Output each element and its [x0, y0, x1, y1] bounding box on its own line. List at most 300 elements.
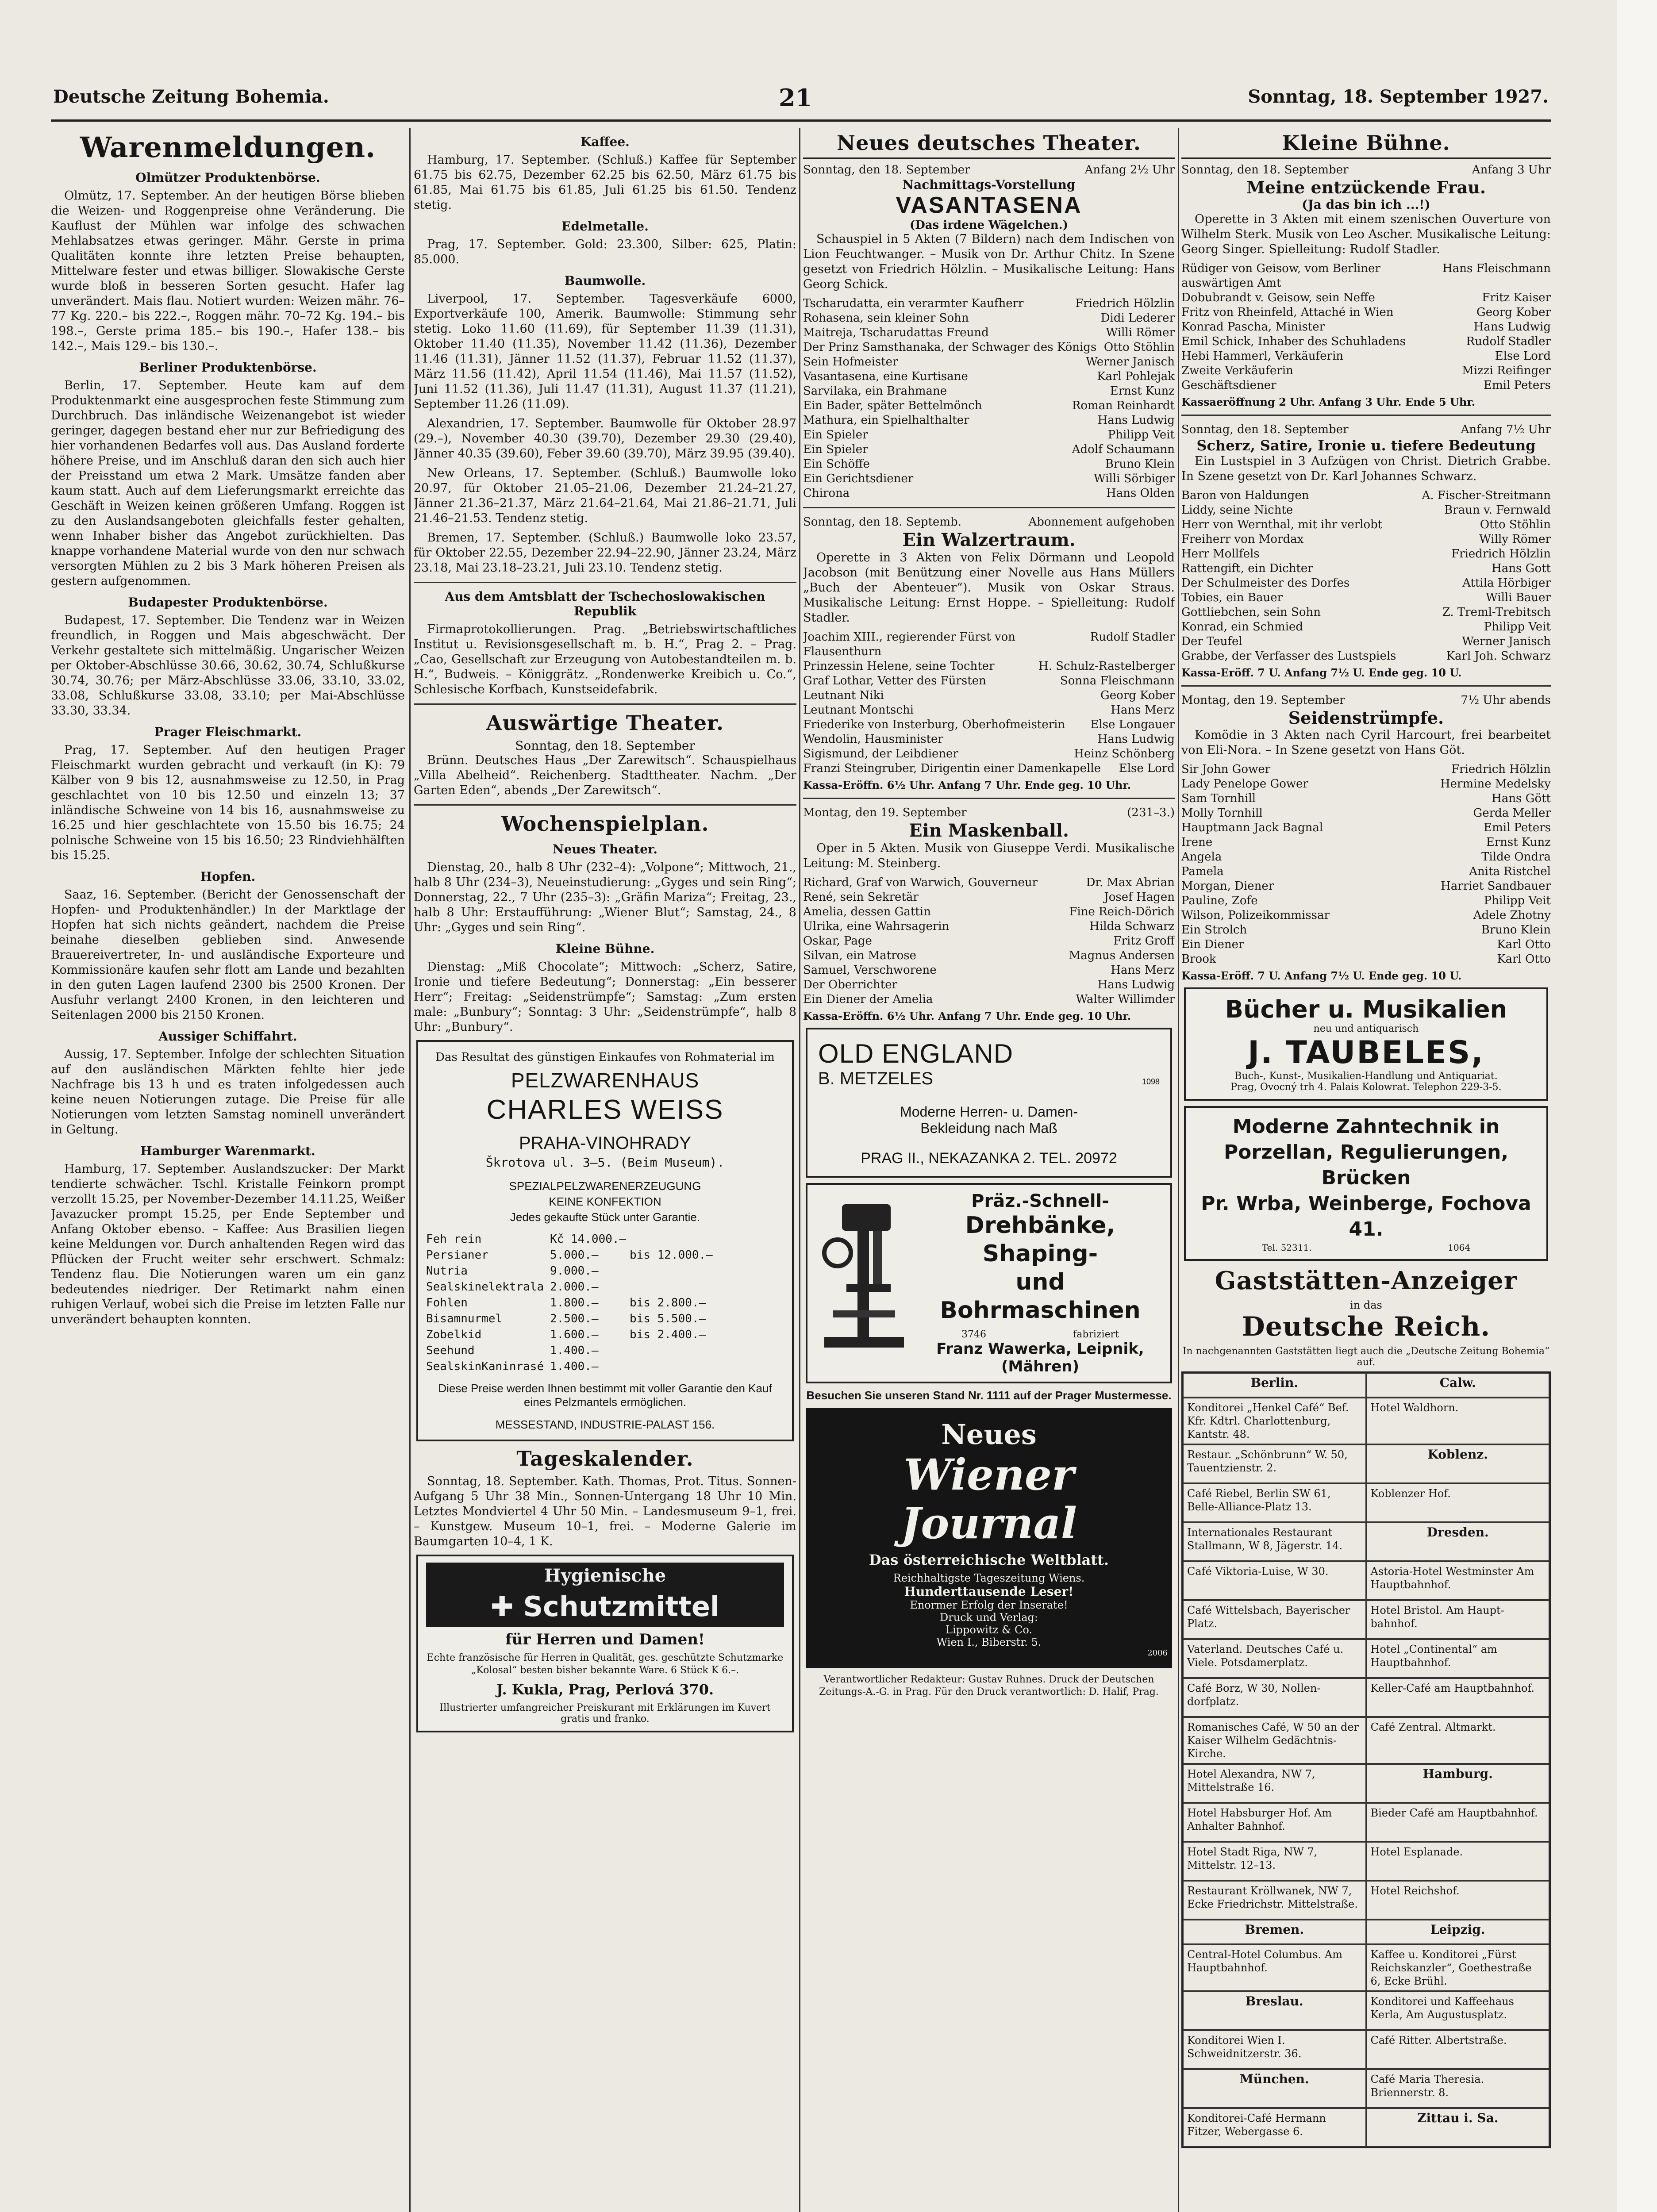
cast-row: [1181, 305, 1551, 320]
ad-line: Moderne Herren- u. Damen-: [900, 1104, 1078, 1120]
cast-role: Maitreja, Tscharudattas Freund: [803, 326, 989, 339]
fur-type: Zobelkid: [426, 1328, 482, 1341]
venue-entry: Hotel Stadt Riga, NW 7, Mittelstr. 12–13.: [1183, 1842, 1366, 1881]
divider: [803, 798, 1175, 799]
fur-price: bis 2.800.–: [630, 1296, 706, 1310]
venue-entry: Astoria-Hotel Westminster Am Hauptbahnhof.: [1366, 1561, 1550, 1600]
venue-entry: Café Viktoria-Luise, W 30.: [1183, 1561, 1366, 1600]
cast-actor: Friedrich Hölzlin: [1075, 297, 1175, 310]
cast-role: Hauptmann Jack Bagnal: [1181, 821, 1323, 834]
cast-actor: Ernst Kunz: [1110, 384, 1175, 398]
ad-phone: Tel. 52311.: [1261, 1242, 1312, 1253]
cast-actor: Hans Merz: [1111, 703, 1175, 717]
cast-row: [1181, 334, 1551, 349]
cast-row: [803, 369, 1175, 384]
cast-actor: Philipp Veit: [1484, 894, 1551, 907]
fur-price: Kč 14.000.–: [550, 1233, 627, 1246]
ad-line: Enormer Erfolg der Inserate!: [910, 1599, 1068, 1611]
perf-footer: Kassaeröffnung 2 Uhr. Anfang 3 Uhr. Ende 5 Uhr.: [1181, 396, 1476, 408]
cast-actor: Attila Hörbiger: [1462, 576, 1551, 590]
cast-row: [1181, 291, 1551, 305]
cast-actor: Hans Ludwig: [1097, 978, 1175, 991]
fur-price: 2.500.–: [550, 1312, 599, 1325]
cast-role: Der Schulmeister des Dorfes: [1181, 576, 1350, 590]
cast-role: Gottliebchen, sein Sohn: [1181, 606, 1321, 619]
ad-line: Reichhaltigste Tageszeitung Wiens.: [893, 1572, 1085, 1584]
cast-row: [803, 674, 1175, 688]
cast-row: [803, 761, 1175, 776]
ad-address: PRAG II., NEKAZANKA 2. TEL. 20972: [861, 1150, 1117, 1167]
play-description: Ein Lustspiel in 3 Aufzügen von Christ. Dietrich Grabbe. In Szene gesetzt von Dr. Karl Johannes Schwarz.: [1181, 454, 1551, 483]
page-number: 21: [779, 84, 812, 112]
venue-entry: Café Wittelsbach, Bayerischer Platz.: [1183, 1600, 1366, 1639]
cast-row: [1181, 634, 1551, 649]
cast-role: Graf Lothar, Vetter des Fürsten: [803, 674, 986, 687]
cast-role: Richard, Graf von Warwich, Gouverneur: [803, 876, 1038, 889]
cast-role: Ein Bader, später Bettelmönch: [803, 399, 982, 412]
cast-row: [1181, 777, 1551, 791]
ad-drill-footer: Besuchen Sie unseren Stand Nr. 1111 auf der Prager Mustermesse.: [806, 1389, 1172, 1402]
perf-footer: Kassa-Eröff. 7 U. Anfang 7½ U. Ende geg. 10 U.: [1181, 969, 1462, 982]
ad-line: Bekleidung nach Maß: [920, 1120, 1057, 1136]
cast-actor: Hans Gött: [1492, 792, 1551, 805]
cast-row: [1181, 261, 1551, 291]
venue-entry: Konditorei und Kaffeehaus Kerla, Am Augustusplatz.: [1366, 1991, 1550, 2030]
city-heading: Koblenz.: [1366, 1444, 1550, 1483]
price-row: [426, 1343, 784, 1359]
cast-actor: Hilda Schwarz: [1089, 920, 1175, 933]
play-description: Oper in 5 Akten. Musik von Giuseppe Verdi. Musikalische Leitung: M. Steinberg.: [803, 841, 1175, 870]
cast-role: Hebi Hammerl, Verkäuferin: [1181, 349, 1344, 363]
play-title: VASANTASENA: [896, 192, 1082, 218]
cast-actor: Z. Treml-Trebitsch: [1442, 606, 1551, 619]
cast-actor: Otto Stöhlin: [1480, 518, 1551, 531]
cast-row: [1181, 591, 1551, 605]
cast-actor: Bruno Klein: [1481, 923, 1551, 937]
cast-role: Pauline, Zofe: [1181, 894, 1258, 907]
article-text: Dienstag: „Miß Chocolate“; Mittwoch: „Scherz, Satire, Ironie und tiefere Bedeutung“; Donnerstag: „Ein besserer Herr“; Freitag: „Seidenstrümpfe“; Samstag: „Zum ersten male: „Bunbury“; Sonntag: 3 Uhr: „Seidenstrümpfe“, halb 8 Uhr: „Bunbury“.: [414, 960, 796, 1034]
cast-row: [803, 340, 1175, 355]
cast-actor: Tilde Ondra: [1481, 850, 1551, 864]
cast-actor: Hans Fleischmann: [1442, 262, 1551, 275]
cast-row: [803, 688, 1175, 703]
article-text: Prag, 17. September. Auf den heutigen Prager Fleischmarkt wurden gebracht und verkauft (in K): 79 Kälber von 9 bis 12, ausnahmsweise zu 12.50, in Prag geschlachtet von 10 bis 12.50 und einzeln 13; 37 inländische Schweine von 14 bis 16, ausnahmsweise zu 16.25 und hier geschlachtete von 15.50 bis 16.75; 24 polnische Schweine von 15 bis 16.50; 23 Rindviehhälften bis 15.25.: [51, 743, 405, 862]
subsection-title: Edelmetalle.: [561, 219, 649, 234]
perf-date: Sonntag, den 18. September: [1181, 423, 1349, 436]
cast-row: [1181, 605, 1551, 620]
ad-firm: Franz Wawerka, Leipnik, (Mähren): [936, 1340, 1144, 1375]
ad-name: OLD ENGLAND: [818, 1039, 1014, 1068]
venue-entry: Konditorei Wien I. Schweidnitzerstr. 36.: [1183, 2030, 1366, 2069]
cast-row: [803, 718, 1175, 732]
cast-row: [1181, 561, 1551, 576]
ad-foot: Illustrierter umfangreicher Preiskurant mit Erklärungen im Kuvert gratis und franko.: [439, 1702, 771, 1724]
column-divider: [799, 128, 800, 2212]
play-title: Ein Walzertraum.: [902, 530, 1076, 550]
fur-price: [630, 1343, 784, 1359]
cast-role: Mathura, ein Spielhalthalter: [803, 414, 969, 427]
section-title-wochenspielplan: Wochenspielplan.: [501, 812, 709, 836]
cast-actor: Georg Kober: [1100, 689, 1175, 702]
subsection-title: Kaffee.: [581, 134, 630, 149]
subsection-title: Prager Fleischmarkt.: [154, 725, 302, 739]
cast-list: [1181, 488, 1551, 664]
cast-row: [1181, 762, 1551, 777]
cast-actor: Rudolf Stadler: [1090, 630, 1175, 644]
price-row: [426, 1247, 784, 1263]
cast-role: Oskar, Page: [803, 934, 872, 948]
cast-row: [1181, 835, 1551, 850]
cast-actor: Willi Bauer: [1486, 591, 1551, 604]
cast-role: Ein Strolch: [1181, 923, 1247, 937]
cast-row: [1181, 532, 1551, 547]
cast-row: [803, 963, 1175, 978]
section-main: Deutsche Reich.: [1242, 1311, 1491, 1342]
cast-actor: Bruno Klein: [1105, 457, 1175, 471]
fur-price: 1.600.–: [550, 1328, 599, 1341]
cast-actor: Walter Willimder: [1076, 993, 1175, 1006]
ad-line: Pr. Wrba, Weinberge, Fochova 41.: [1201, 1192, 1531, 1240]
cast-list: [1181, 261, 1551, 393]
cast-actor: Dr. Max Abrian: [1086, 876, 1175, 889]
cast-role: Morgan, Diener: [1181, 879, 1274, 893]
ad-line: Wien I., Biberstr. 5.: [936, 1636, 1042, 1648]
cast-actor: Roman Reinhardt: [1072, 399, 1175, 412]
cast-row: [1181, 378, 1551, 393]
perf-number: (231–3.): [1127, 806, 1175, 819]
fur-type: Feh rein: [426, 1233, 482, 1246]
ad-sub: für Herren und Damen!: [505, 1631, 705, 1648]
cast-list: [803, 630, 1175, 776]
perf-footer: Kassa-Eröffn. 6½ Uhr. Anfang 7 Uhr. Ende geg. 10 Uhr.: [803, 779, 1131, 791]
venue-entry: Café Maria Theresia. Briennerstr. 8.: [1366, 2069, 1550, 2108]
cast-role: Emil Schick, Inhaber des Schuhladens: [1181, 335, 1406, 348]
cast-role: Ein Diener der Amelia: [803, 993, 933, 1006]
cast-row: [803, 413, 1175, 428]
cast-row: [1181, 894, 1551, 908]
section-sub: in das: [1350, 1299, 1382, 1311]
cast-actor: Fritz Groff: [1113, 934, 1175, 948]
cast-row: [803, 934, 1175, 949]
perf-footer: Kassa-Eröff. 7 U. Anfang 7½ U. Ende geg. 10 U.: [1181, 666, 1462, 679]
divider: [1181, 415, 1551, 416]
subsection-title: Hopfen.: [200, 869, 256, 884]
cast-row: [1181, 320, 1551, 334]
article-text: Alexandrien, 17. September. Baumwolle für Oktober 28.97 (29.–), November 40.30 (39.70), Dezember 29.30 (29.40), Jänner 40.35 (39.60), Feber 39.60 (39.70), März 39.95 (39.40).: [414, 417, 796, 461]
fur-price: bis 2.400.–: [630, 1328, 706, 1341]
cast-actor: Karl Otto: [1497, 938, 1551, 951]
cast-role: Zweite Verkäuferin: [1181, 364, 1293, 377]
page-header: [53, 86, 1549, 113]
cast-row: [803, 876, 1175, 890]
article-text: New Orleans, 17. September. (Schluß.) Baumwolle loko 20.97, für Oktober 21.05–21.06, Dezember 21.24–21.27, Jänner 21.36–21.37, März 21.64–21.64, Mai 21.86–21.71, Juli 21.46–21.53. Tendenz stetig.: [414, 466, 796, 525]
cast-role: Fritz von Rheinfeld, Attaché in Wien: [1181, 306, 1394, 319]
cross-icon: ✚: [490, 1590, 514, 1623]
ad-label: Hygienische: [426, 1563, 784, 1589]
venue-entry: Keller-Café am Hauptbahnhof.: [1366, 1678, 1550, 1717]
ad-desc: Buch-, Kunst-, Musikalien-Handlung und Antiquariat.: [1234, 1071, 1498, 1082]
cast-role: Konrad Pascha, Minister: [1181, 320, 1325, 334]
cast-row: [1181, 850, 1551, 864]
article-text: Prag, 17. September. Gold: 23.300, Silber: 625, Platin: 85.000.: [414, 238, 796, 266]
cast-row: [803, 486, 1175, 501]
theater-date: Sonntag, den 18. September: [515, 738, 695, 753]
perf-time: Anfang 3 Uhr: [1472, 163, 1551, 177]
article-text: Hamburg, 17. September. (Schluß.) Kaffee für September 61.75 bis 62.75, Dezember 62.25 bis 62.50, März 61.75 bis 61.85, Mai 61.75 bis 61.85, Juli 61.25 bis 61.50. Tendenz stetig.: [414, 153, 796, 212]
perf-date: Sonntag, den 18. September: [1181, 163, 1349, 177]
fur-type: Sealskinelektrala: [426, 1280, 544, 1294]
ad-firm-name: CHARLES WEISS: [486, 1094, 724, 1125]
perf-time: Abonnement aufgehoben: [1028, 515, 1175, 529]
venue-entry: Hotel Reichshof.: [1366, 1881, 1550, 1920]
venue-entry: Café Riebel, Berlin SW 61, Belle-Alliance-Platz 13.: [1183, 1483, 1366, 1522]
subsection-title: Kleine Bühne.: [555, 941, 655, 956]
cast-role: Molly Tornhill: [1181, 806, 1263, 820]
column-neues-theater: [803, 128, 1175, 2212]
ad-intro: Das Resultat des günstigen Einkaufes von Rohmaterial im: [435, 1051, 775, 1064]
venue-entry: Café Ritter. Albertstraße.: [1366, 2030, 1550, 2069]
play-description: Schauspiel in 5 Akten (7 Bildern) nach dem Indischen von Lion Feuchtwanger. – Musik von Dr. Arthur Chitz. In Szene gesetzt von Friedrich Hölzlin. – Musikalische Leitung: Hans Georg Schick.: [803, 232, 1175, 291]
cast-row: [803, 630, 1175, 659]
cast-actor: Willy Römer: [1479, 533, 1551, 546]
section-title-tageskalender: Tageskalender.: [516, 1447, 694, 1471]
subsection-title: Neues Theater.: [553, 842, 657, 856]
ad-title: Bücher u. Musikalien: [1225, 995, 1507, 1023]
cast-role: Friederike von Insterburg, Oberhofmeisterin: [803, 718, 1065, 731]
ad-spec: KEINE KONFEKTION: [549, 1195, 661, 1208]
ad-sub: neu und antiquarisch: [1313, 1023, 1419, 1034]
fur-price: bis 5.500.–: [630, 1312, 706, 1325]
cast-actor: Harriet Sandbauer: [1441, 879, 1551, 893]
cast-role: Herr Mollfels: [1181, 547, 1260, 561]
cast-role: Konrad, ein Schmied: [1181, 620, 1303, 634]
play-title: Meine entzückende Frau.: [1246, 177, 1486, 197]
play-description: Operette in 3 Akten von Felix Dörmann und Leopold Jacobson (mit Benützung einer Novelle aus Hans Müllers „Buch der Abenteuer“). Musik von Oskar Straus. Musikalische Leitung: Ernst Hoppe. – Spielleitung: Rudolf Stadler.: [803, 551, 1175, 625]
cast-actor: Rudolf Stadler: [1466, 335, 1551, 348]
cast-actor: Josef Hagen: [1104, 891, 1175, 904]
column-market-reports: [51, 128, 405, 2212]
cast-row: [1181, 821, 1551, 835]
cast-actor: Hans Olden: [1106, 487, 1175, 500]
cast-actor: Otto Stöhlin: [1103, 341, 1175, 354]
cast-actor: Karl Otto: [1497, 952, 1551, 966]
ad-promise: Diese Preise werden Ihnen bestimmt mit voller Garantie den Kauf eines Pelzmantels ermöglichen.: [438, 1382, 772, 1409]
cast-row: [803, 747, 1175, 761]
cast-role: Herr von Wernthal, mit ihr verlobt: [1181, 518, 1383, 531]
cast-role: Geschäftsdiener: [1181, 379, 1276, 392]
perf-time: Anfang 2½ Uhr: [1084, 163, 1175, 177]
perf-date: Sonntag, den 18. September: [803, 163, 970, 177]
article-text: Olmütz, 17. September. An der heutigen Börse blieben die Weizen- und Roggenpreise ohne Veränderung. Die Kauflust der Mühlen war infolge des schwachen Mehlabsatzes etwas geringer. Mähr. Gerste in prima Qualitäten konnte ihre letzten Preise behaupten, Mittelware fester und etwas billiger. Slowakische Gerste wurde bloß in besseren Sorten gesucht. Hafer lag unverändert. Mais flau. Notiert wurden: Weizen mähr. 76–77 Kg. 220.– bis 222.–, Roggen mähr. 70–72 Kg. 194.– bis 198.–, Gerste prima 185.– bis 190.–, Hafer 138.– bis 142.–, Mais 129.– bis 130.–.: [51, 189, 405, 353]
cast-role: Sir John Gower: [1181, 763, 1271, 776]
cast-actor: Didi Lederer: [1100, 311, 1175, 325]
section-desc: In nachgenannten Gaststätten liegt auch die „Deutsche Zeitung Bohemia“ auf.: [1182, 1346, 1550, 1368]
ad-desc: Echte französische für Herren in Qualität, ges. geschützte Schutzmarke „Kolosal“ besten bisher bekannte Ware. 6 Stück K 6.–.: [427, 1652, 784, 1676]
ad-number: 3746: [961, 1329, 987, 1340]
cast-row: [1181, 937, 1551, 952]
ad-zahntechnik: [1184, 1106, 1548, 1261]
newspaper-name: Deutsche Zeitung Bohemia.: [53, 86, 329, 107]
cast-row: [803, 905, 1175, 919]
cast-list: [1181, 762, 1551, 967]
cast-row: [1181, 864, 1551, 879]
ad-number: 1064: [1448, 1242, 1471, 1253]
city-heading: Bremen.: [1183, 1920, 1366, 1944]
cast-role: Silvan, ein Matrose: [803, 949, 917, 962]
cast-row: [803, 442, 1175, 457]
venue-entry: Restaurant Kröllwanek, NW 7, Ecke Friedrichstr. Mittelstraße.: [1183, 1881, 1366, 1920]
cast-role: Sein Hofmeister: [803, 355, 898, 369]
cast-role: Sam Tornhill: [1181, 792, 1256, 805]
cast-row: [1181, 518, 1551, 532]
cast-row: [803, 326, 1175, 340]
cast-role: Franzi Steingruber, Dirigentin einer Damenkapelle: [803, 762, 1101, 775]
ad-drill-machines: [806, 1183, 1172, 1383]
play-description: Operette in 3 Akten mit einem szenischen Ouverture von Wilhelm Sterk. Musik von Leo Ascher. Musikalische Leitung: Georg Singer. Spielleitung: Rudolf Stadler.: [1181, 212, 1551, 256]
cast-actor: Willi Sörbiger: [1093, 472, 1175, 485]
city-heading: Leipzig.: [1366, 1920, 1550, 1944]
venue-entry: Café Borz, W 30, Nollendorfplatz.: [1183, 1678, 1366, 1717]
fur-price: 1.400.–: [550, 1344, 599, 1357]
article-text: Saaz, 16. September. (Bericht der Genossenschaft der Hopfen- und Produktenhändler.) In der Marktlage der Hopfen hat sich nichts geändert, nachdem die Preise beinahe dieselben geblieben sind. Anwesende Brauereivertreter, In- und ausländische Exporteure und Kommissionäre kaufen sehr flott am Lande und bezahlten in den guten Lagen laufend 2300 bis 2500 Kronen. Der Ausfuhr verlangt 2400 Kronen, in den leichteren und Seitenlagen 2000 bis 2150 Kronen.: [51, 888, 405, 1022]
cast-row: [803, 978, 1175, 992]
divider: [414, 804, 796, 806]
fur-price: 2.000.–: [550, 1280, 599, 1294]
cast-role: Wendolin, Hausminister: [803, 733, 943, 746]
cast-list: [803, 296, 1175, 501]
cast-actor: Philipp Veit: [1484, 620, 1551, 634]
cast-role: René, sein Sekretär: [803, 891, 919, 904]
city-heading: Hamburg.: [1366, 1764, 1550, 1803]
cast-actor: H. Schulz-Rastelberger: [1038, 660, 1175, 673]
cast-row: [803, 399, 1175, 413]
city-heading: München.: [1183, 2069, 1366, 2108]
cast-role: Vasantasena, eine Kurtisane: [803, 370, 968, 383]
cast-actor: Heinz Schönberg: [1074, 747, 1175, 760]
cast-role: Tobies, ein Bauer: [1181, 591, 1283, 604]
cast-row: [803, 384, 1175, 399]
section-title-kleine-buehne: Kleine Bühne.: [1181, 131, 1551, 159]
ad-firm: J. Kukla, Prag, Perlová 370.: [496, 1681, 714, 1698]
venue-entry: Bieder Café am Hauptbahnhof.: [1366, 1803, 1550, 1842]
cast-role: Freiherr von Mordax: [1181, 533, 1304, 546]
article-text: Bremen, 17. September. (Schluß.) Baumwolle loko 23.57, für Oktober 22.55, Dezember 22.94–22.90, Jänner 23.24, März 23.18, Mai 23.18–23.21, Juli 23.10. Tendenz stetig.: [414, 531, 796, 575]
cast-row: [803, 949, 1175, 963]
ad-line: Drehbänke, Shaping-: [965, 1212, 1115, 1267]
ad-line: Moderne Zahntechnik in Porzellan, Regulierungen, Brücken: [1223, 1115, 1509, 1189]
ad-old-england: [806, 1028, 1172, 1178]
column-markets-theater: [414, 128, 796, 2212]
cast-role: Ein Schöffe: [803, 457, 870, 471]
article-text: Dienstag, 20., halb 8 Uhr (232–4): „Volpone“; Mittwoch, 21., halb 8 Uhr (234–3), Neueinstudierung: „Gyges und sein Ring“; Donnerstag, 22., 7 Uhr (235–3): „Gräfin Mariza“; Freitag, 23., halb 8 Uhr: Erstaufführung: „Wiener Blut“; Samstag, 24., 8 Uhr: „Gyges und sein Ring“.: [414, 860, 796, 934]
section-title-warenmeldungen: Warenmeldungen.: [80, 131, 376, 164]
subsection-title: Aussiger Schiffahrt.: [158, 1029, 297, 1044]
divider: [414, 703, 796, 705]
subsection-title: Berliner Produktenbörse.: [139, 360, 317, 375]
price-row: [426, 1327, 784, 1343]
play-title: Seidenstrümpfe.: [1288, 708, 1444, 728]
cast-row: [1181, 349, 1551, 364]
fur-price: bis 12.000.–: [630, 1248, 713, 1262]
cast-actor: Else Longauer: [1090, 718, 1175, 731]
cast-row: [1181, 488, 1551, 503]
divider: [1181, 685, 1551, 687]
subsection-title: Hamburger Warenmarkt.: [140, 1144, 315, 1158]
section-title-gaststaetten: Gaststätten-Anzeiger: [1215, 1266, 1518, 1295]
article-text: Berlin, 17. September. Heute kam auf dem Produktenmarkt eine ausgesprochen feste Stimmung zum Durchbruch. Das inländische Weizenangebot ist wieder geringer, dagegen bestand eher nur zur Befriedigung des hier vorhandenen Bedarfes voll aus. Das Ausland forderte höhere Preise, und im Anschluß daran den sich auch hier der Preisstand um etwa 2 Mark. Umsätze fanden aber kaum statt. Auch auf dem Lieferungsmarkt erreichte das Geschäft in Weizen keinen größeren Umfang. Roggen ist zu den Auslandsangeboten gleichfalls fester gehalten, wenn Inhaber bisher das Angebot zurückhielten. Das knappe vorhandene Material wurde von den nur schwach versorgten Mühlen zu 2 bis 3 Mark höheren Preisen als gestern aufgenommen.: [51, 379, 405, 588]
ad-schutzmittel: [416, 1555, 794, 1732]
play-title: Ein Maskenball.: [909, 820, 1069, 841]
venue-entry: Hotel Esplanade.: [1366, 1842, 1550, 1881]
play-subtitle: (Das irdene Wägelchen.): [909, 219, 1069, 232]
play-description: Komödie in 3 Akten nach Cyril Harcourt, frei bearbeitet von Eli-Nora. – In Szene gesetzt von Hans Göt.: [1181, 728, 1551, 757]
cast-row: [1181, 364, 1551, 378]
cast-row: [803, 992, 1175, 1007]
cast-role: Ein Diener: [1181, 938, 1244, 951]
venue-entry: Konditorei „Henkel Café“ Bef. Kfr. Kdtrl. Charlottenburg, Kantstr. 48.: [1183, 1398, 1366, 1444]
fur-price: 9.000.–: [550, 1264, 599, 1278]
column-divider: [409, 128, 411, 2212]
perf-date: Montag, den 19. September: [1181, 694, 1345, 707]
cast-role: Dobubrandt v. Geisow, sein Neffe: [1181, 291, 1375, 304]
price-row: [426, 1311, 784, 1327]
city-heading: Berlin.: [1183, 1373, 1366, 1398]
ad-main: Schutzmittel: [523, 1590, 720, 1623]
cast-row: [803, 703, 1175, 718]
cast-actor: Emil Peters: [1484, 379, 1551, 392]
cast-actor: Friedrich Hölzlin: [1451, 763, 1551, 776]
perf-date: Montag, den 19. September: [803, 806, 967, 819]
cast-row: [803, 472, 1175, 486]
imprint: Verantwortlicher Redakteur: Gustav Ruhnes. Druck der Deutschen Zeitungs-A.-G. in Prag. Für den Druck verantwortlich: D. Halif, Prag.: [819, 1674, 1159, 1697]
price-row: [426, 1263, 784, 1279]
cast-role: Der Teufel: [1181, 635, 1242, 648]
ad-address: Škrotova ul. 3–5. (Beim Museum).: [485, 1155, 725, 1170]
cast-role: Rüdiger von Geisow, vom Berliner auswärtigen Amt: [1181, 262, 1380, 290]
cast-row: [803, 428, 1175, 442]
perf-time: 7½ Uhr abends: [1461, 694, 1551, 707]
ad-messe: MESSESTAND, INDUSTRIE-PALAST 156.: [495, 1418, 715, 1431]
cast-row: [1181, 576, 1551, 591]
cast-actor: Georg Kober: [1476, 306, 1551, 319]
cast-role: Sarvilaka, ein Brahmane: [803, 384, 947, 398]
ad-guarantee: Jedes gekaufte Stück unter Garantie.: [510, 1210, 700, 1224]
cast-actor: Fritz Kaiser: [1482, 291, 1551, 304]
article-text: Liverpool, 17. September. Tagesverkäufe 6000, Exportverkäufe 100, Amerik. Baumwolle: Stimmung sehr stetig. Loko 11.60 (11.69), für September 11.39 (11.31), Oktober 11.40 (11.35), November 11.42 (11.36), Dezember 11.46 (11.31), Jänner 11.52 (11.37), Februar 11.52 (11.37), März 11.56 (11.42), April 11.54 (11.46), Mai 11.57 (11.52), Juni 11.52 (11.36), Juli 11.47 (11.31), August 11.37 (11.21), September 11.26 (11.09).: [414, 292, 796, 411]
cast-row: [803, 732, 1175, 747]
ad-maker: fabriziert: [1073, 1329, 1119, 1340]
play-subtitle: (Ja das bin ich ...!): [1302, 197, 1430, 212]
venue-entry: Central-Hotel Columbus. Am Hauptbahnhof.: [1183, 1944, 1366, 1991]
fur-type: Bisamnurmel: [426, 1312, 503, 1325]
city-heading: Zittau i. Sa.: [1366, 2108, 1550, 2147]
fur-price: [630, 1279, 784, 1295]
cast-actor: A. Fischer-Streitmann: [1422, 489, 1551, 502]
cast-actor: Hans Ludwig: [1097, 414, 1175, 427]
cast-role: Prinzessin Helene, seine Tochter: [803, 660, 995, 673]
venue-entry: Hotel „Continental“ am Hauptbahnhof.: [1366, 1639, 1550, 1678]
cast-role: Pamela: [1181, 865, 1224, 878]
venue-entry: Café Zentral. Altmarkt.: [1366, 1717, 1550, 1764]
cast-actor: Friedrich Hölzlin: [1451, 547, 1551, 561]
cast-actor: Mizzi Reifinger: [1462, 364, 1551, 377]
cast-role: Leutnant Montschi: [803, 703, 914, 717]
fur-type: Fohlen: [426, 1296, 468, 1310]
cast-actor: Hans Merz: [1111, 964, 1175, 977]
venue-entry: Internationales Restaurant Stallmann, W 8, Jägerstr. 14.: [1183, 1522, 1366, 1561]
city-heading: Dresden.: [1366, 1522, 1550, 1561]
venue-entry: Koblenzer Hof.: [1366, 1483, 1550, 1522]
